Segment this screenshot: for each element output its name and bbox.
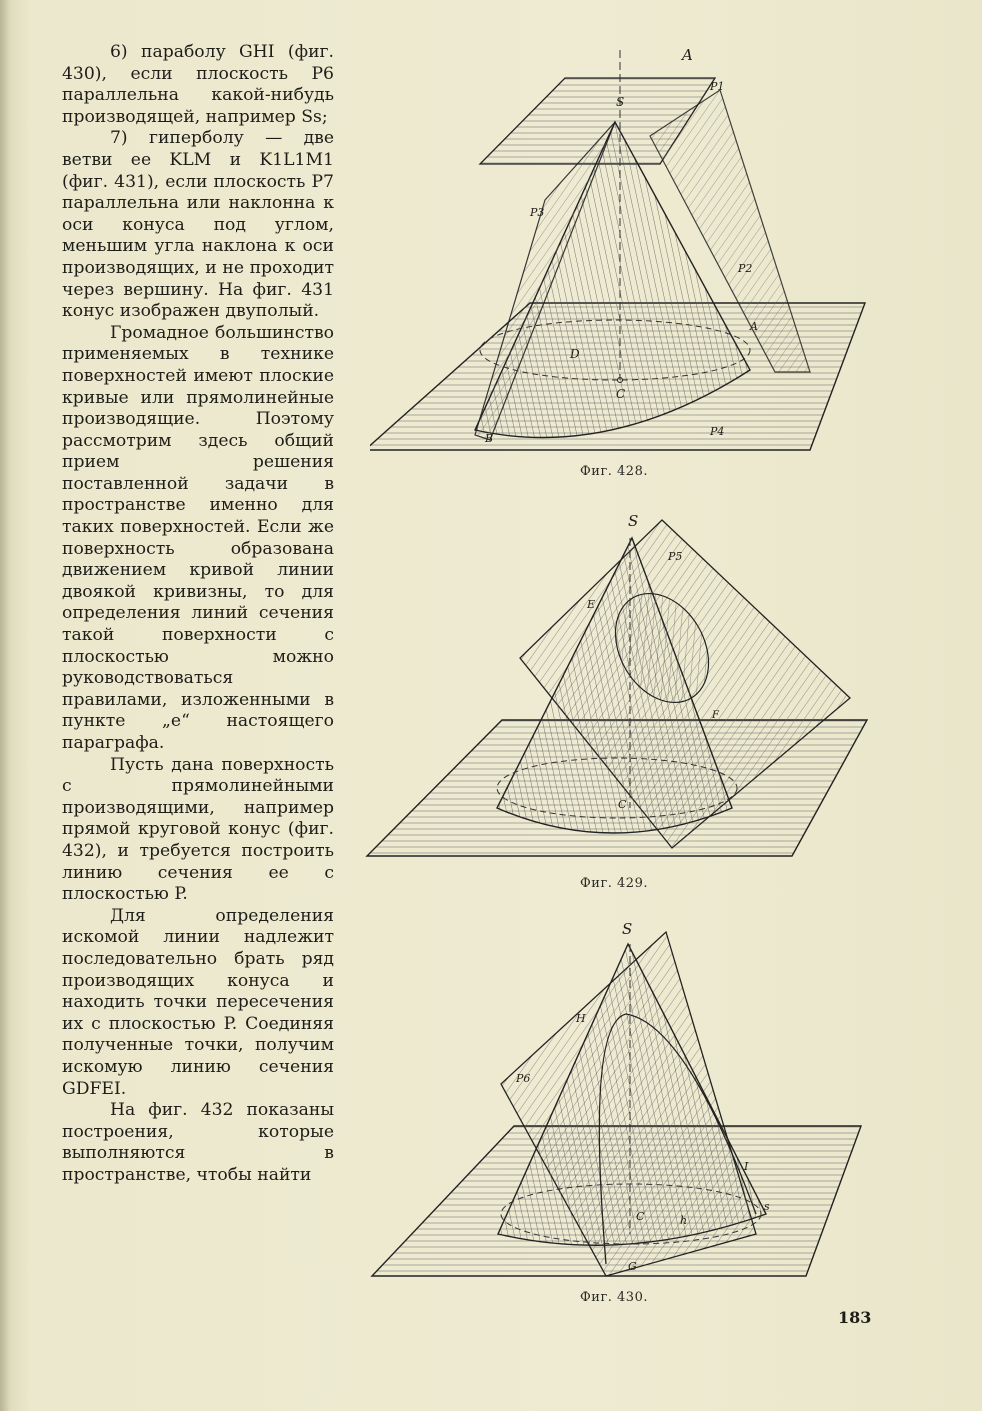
label-C: C: [636, 1210, 645, 1223]
label-C: C: [618, 798, 627, 811]
figure-428: [370, 40, 870, 470]
paragraph-item-6: 6) параболу GHI (фиг. 430), если плоскость P6 параллельна какой-нибудь производящей, например Ss;: [62, 42, 334, 127]
label-P5: P5: [668, 550, 683, 563]
caption-fig-429: Фиг. 429.: [580, 876, 648, 891]
label-P6: P6: [516, 1072, 531, 1085]
label-C: C: [616, 387, 626, 401]
label-S: S: [616, 95, 625, 109]
figure-429: [362, 508, 872, 870]
label-P4: P4: [710, 425, 725, 438]
paragraph-determination: Для определения искомой линии надлежит последовательно брать ряд производящих конуса и находить точки пересечения их с плоскостью P. Соединяя полученные точки, получим искомую линию сечения GDFEI.: [62, 905, 334, 1099]
label-P2: P2: [738, 262, 753, 275]
label-P3: P3: [530, 206, 545, 219]
label-P1: P1: [710, 80, 725, 93]
paragraph-cone-example: Пусть дана поверхность с прямолинейными производящими, например прямой круговой конус (фиг. 432), и требуется построить линию сечения ее с плоскостью P.: [62, 754, 334, 905]
label-S: S: [628, 512, 639, 530]
label-A-right: A: [750, 320, 758, 333]
label-I: I: [744, 1160, 749, 1173]
binding-shadow: [0, 0, 10, 1411]
label-H: H: [576, 1012, 586, 1025]
caption-fig-430: Фиг. 430.: [580, 1290, 648, 1305]
page-number: 183: [838, 1308, 872, 1327]
paragraph-item-7: 7) гиперболу — две ветви ее KLM и K1L1M1 (фиг. 431), если плоскость P7 параллельна или наклонна к оси конуса под углом, меньшим угла наклона к оси производящих, и не проходит через вершину. На фиг. 431 конус изображен двуполый.: [62, 128, 334, 322]
label-F: F: [712, 710, 719, 721]
label-E: E: [587, 598, 596, 611]
paragraph-fig432: На фиг. 432 показаны построения, которые выполняются в пространстве, чтобы найти: [62, 1100, 334, 1185]
label-G: G: [628, 1260, 637, 1273]
paragraph-general-method: Громадное большинство применяемых в технике поверхностей имеют плоские кривые или прямолинейные производящие. Поэтому рассмотрим здесь общий прием решения поставленной задачи в пространстве именно для таких поверхностей. Если же поверхность образована движением кривой линии двоякой кривизны, то для определения линий сечения такой поверхности с плоскостью можно руководствоваться правилами, изложенными в пункте „е“ настоящего параграфа.: [62, 322, 334, 753]
label-h: h: [680, 1214, 688, 1227]
label-A-top: A: [682, 46, 693, 64]
caption-fig-428: Фиг. 428.: [580, 464, 648, 479]
label-B: B: [485, 432, 494, 445]
label-S: S: [622, 920, 633, 938]
text-column: [62, 42, 334, 1186]
label-s: s: [764, 1200, 770, 1213]
figure-430: [366, 914, 866, 1286]
label-D: D: [570, 347, 580, 361]
